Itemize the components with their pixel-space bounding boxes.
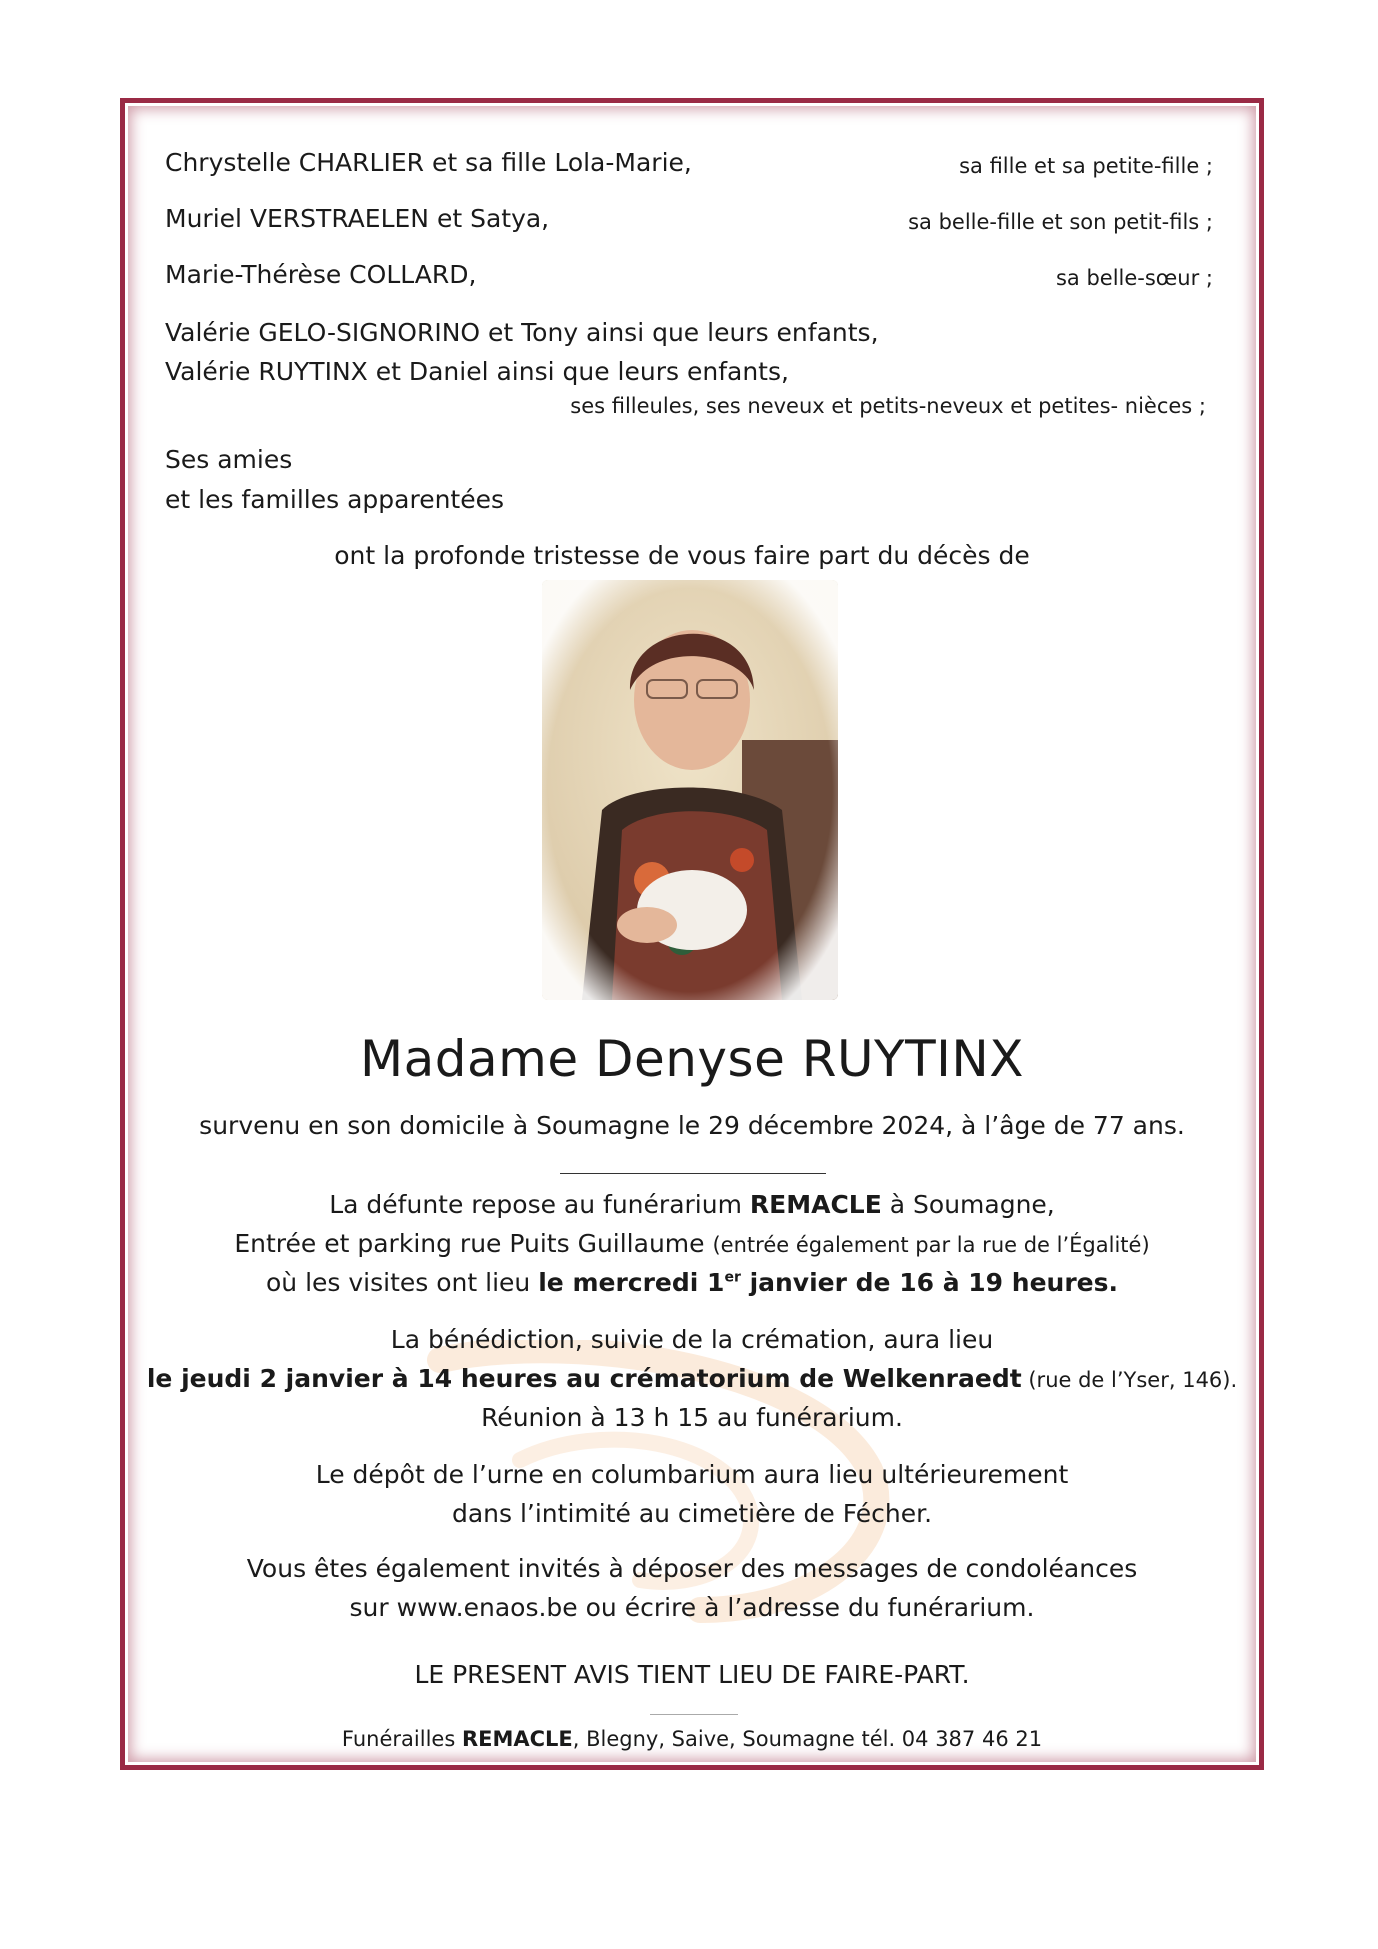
nieces-relation: ses filleules, ses neveux et petits-neveux et petites- nièces ; [570,394,1206,418]
visit-line-3: où les visites ont lieu le mercredi 1er janvier de 16 à 19 heures. [266,1268,1118,1297]
family-relation-3: sa belle-sœur ; [1055,266,1213,290]
ceremony-line-2: le jeudi 2 janvier à 14 heures au crématorium de Welkenraedt (rue de l’Yser, 146). [146,1364,1238,1393]
ceremony-line-1: La bénédiction, suivie de la crémation, aura lieu [390,1325,994,1354]
condolences-line-2: sur www.enaos.be ou écrire à l’adresse du funérarium. [349,1593,1035,1622]
footer-divider [650,1714,738,1715]
family-name-1: Chrystelle CHARLIER et sa fille Lola-Marie, [165,148,692,177]
announcement-text: ont la profonde tristesse de vous faire part du décès de [334,541,1030,570]
urn-line-2: dans l’intimité au cimetière de Fécher. [451,1499,933,1528]
visit-line-1: La défunte repose au funérarium REMACLE à Soumagne, [329,1190,1055,1219]
nieces-line-2: Valérie RUYTINX et Daniel ainsi que leurs enfants, [165,357,789,386]
friends-line-1: Ses amies [165,445,293,474]
ceremony-line-3: Réunion à 13 h 15 au funérarium. [481,1403,903,1432]
family-name-3: Marie-Thérèse COLLARD, [165,260,477,289]
urn-line-1: Le dépôt de l’urne en columbarium aura lieu ultérieurement [315,1460,1069,1489]
notice-text: LE PRESENT AVIS TIENT LIEU DE FAIRE-PART. [414,1660,970,1689]
family-name-2: Muriel VERSTRAELEN et Satya, [165,204,550,233]
visit-line-2: Entrée et parking rue Puits Guillaume (entrée également par la rue de l’Égalité) [234,1229,1150,1258]
divider-line [560,1173,826,1174]
nieces-line-1: Valérie GELO-SIGNORINO et Tony ainsi que leurs enfants, [165,318,879,347]
footer-text: Funérailles REMACLE, Blegny, Saive, Soumagne tél. 04 387 46 21 [341,1727,1043,1751]
death-info: survenu en son domicile à Soumagne le 29 décembre 2024, à l’âge de 77 ans. [199,1111,1185,1140]
condolences-line-1: Vous êtes également invités à déposer des messages de condoléances [246,1554,1138,1583]
friends-line-2: et les familles apparentées [165,485,505,514]
portrait-photo [542,580,838,1000]
deceased-name: Madame Denyse RUYTINX [359,1030,1025,1088]
family-relation-2: sa belle-fille et son petit-fils ; [908,210,1213,234]
family-relation-1: sa fille et sa petite-fille ; [959,154,1213,178]
